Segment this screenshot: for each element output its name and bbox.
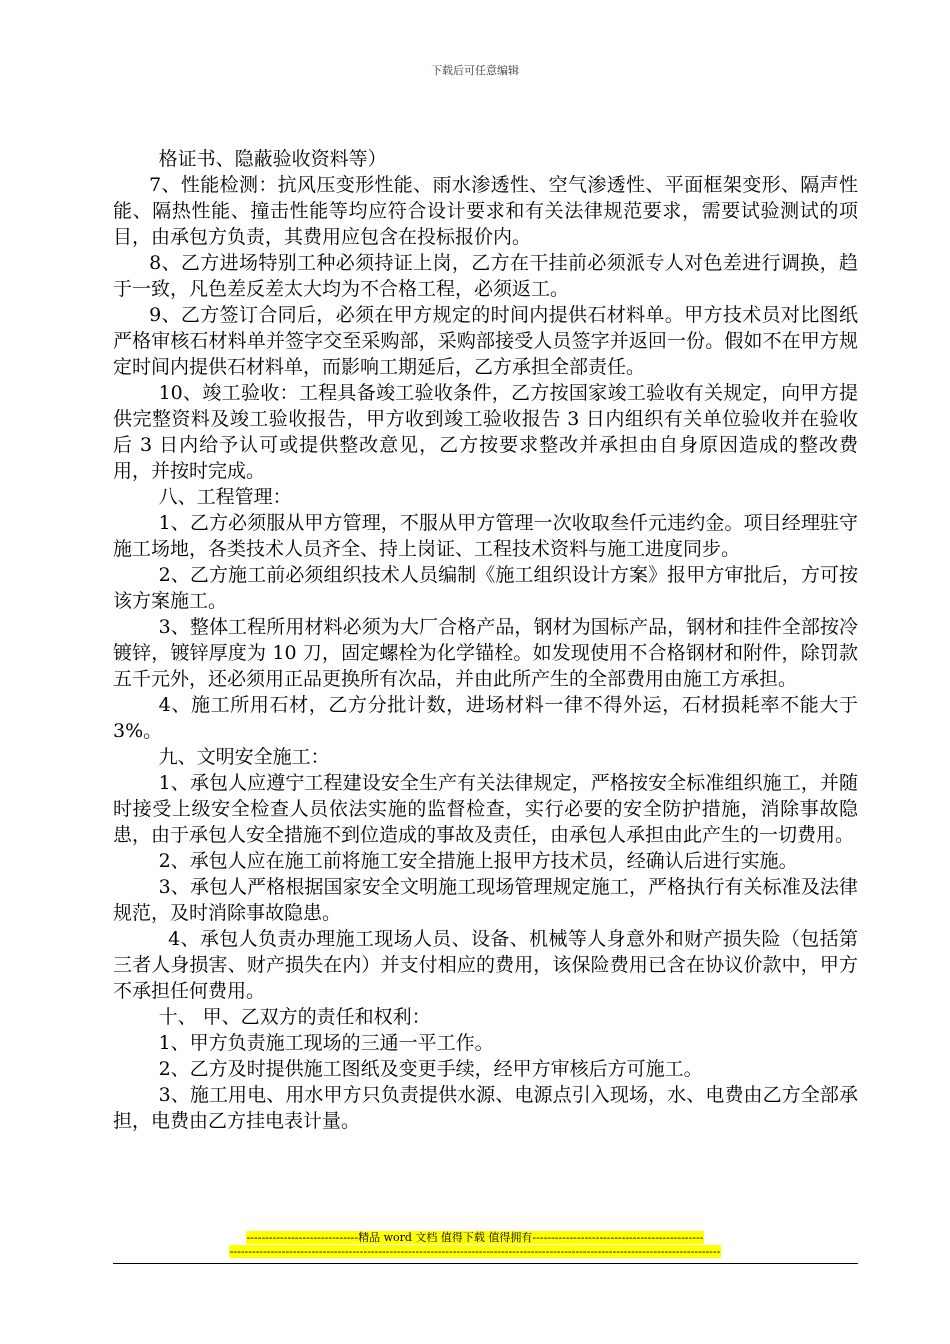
paragraph: 3、整体工程所用材料必须为大厂合格产品，钢材为国标产品，钢材和挂件全部按冷镀锌，镀锌厚度为 10 刀，固定螺栓为化学锚栓。如发现使用不合格钢材和附件，除罚款五千元外，还必须用正品更换所有次品，并由此所产生的全部费用由施工方承担。: [113, 616, 858, 690]
footer-dashes: [0, 1245, 950, 1259]
section-heading: 八、工程管理：: [158, 486, 292, 508]
paragraph: 4、承包人负责办理施工现场人员、设备、机械等人身意外和财产损失险（包括第三者人身损害、财产损失在内）并支付相应的费用，该保险费用已含在协议价款中，甲方不承担任何费用。: [113, 928, 858, 1002]
paragraph: 1、甲方负责施工现场的三通一平工作。: [158, 1032, 494, 1054]
paragraph: 1、承包人应遵宁工程建设安全生产有关法律规定，严格按安全标准组织施工，并随时接受上级安全检查人员依法实施的监督检查，实行必要的安全防护措施，消除事故隐患，由于承包人安全措施不到位造成的事故及责任，由承包人承担由此产生的一切费用。: [113, 772, 858, 846]
paragraph: 3、施工用电、用水甲方只负责提供水源、电源点引入现场，水、电费由乙方全部承担，电费由乙方挂电表计量。: [113, 1084, 858, 1132]
footer-banner-text: ------------------------------精品 word 文档 值得下载 值得拥有----------------------------------------------: [246, 1231, 704, 1244]
paragraph: 9、乙方签订合同后，必须在甲方规定的时间内提供石材料单。甲方技术员对比图纸严格审核石材料单并签字交至采购部，采购部接受人员签字并返回一份。假如不在甲方规定时间内提供石材料单，而影响工期延后，乙方承担全部责任。: [113, 304, 858, 378]
paragraph: 8、乙方进场特别工种必须持证上岗，乙方在干挂前必须派专人对色差进行调换，趋于一致，凡色差反差太大均为不合格工程，必须返工。: [113, 252, 858, 300]
paragraph: 2、乙方及时提供施工图纸及变更手续，经甲方审核后方可施工。: [158, 1058, 703, 1080]
paragraph: 4、施工所用石材，乙方分批计数，进场材料一律不得外运，石材损耗率不能大于 3%。: [113, 694, 858, 742]
document-body: [113, 146, 858, 1134]
paragraph: 2、承包人应在施工前将施工安全措施上报甲方技术员，经确认后进行实施。: [158, 850, 798, 872]
page-header: 下载后可任意编辑: [431, 64, 519, 77]
section-heading: 九、文明安全施工：: [158, 746, 330, 768]
paragraph: 10、竣工验收：工程具备竣工验收条件，乙方按国家竣工验收有关规定，向甲方提供完整资料及竣工验收报告，甲方收到竣工验收报告 3 日内组织有关单位验收并在验收后 3 日内给予认可或提供整改意见，乙方按要求整改并承担由自身原因造成的整改费用，并按时完成。: [113, 382, 858, 482]
footer-rule: [113, 1263, 858, 1264]
paragraph: 1、乙方必须服从甲方管理，不服从甲方管理一次收取叁仟元违约金。项目经理驻守施工场地，各类技术人员齐全、持上岗证、工程技术资料与施工进度同步。: [113, 512, 858, 560]
footer-dashes-text: ------------------------------------------------------------------------------------------------------------------------------------: [229, 1245, 721, 1258]
section-heading: 十、 甲、乙双方的责任和权利：: [158, 1006, 431, 1028]
paragraph: 7、性能检测：抗风压变形性能、雨水渗透性、空气渗透性、平面框架变形、隔声性能、隔热性能、撞击性能等均应符合设计要求和有关法律规范要求，需要试验测试的项目，由承包方负责，其费用应包含在投标报价内。: [113, 174, 858, 248]
paragraph: 3、承包人严格根据国家安全文明施工现场管理规定施工，严格执行有关标准及法律规范，及时消除事故隐患。: [113, 876, 858, 924]
paragraph: 2、乙方施工前必须组织技术人员编制《施工组织设计方案》报甲方审批后，方可按该方案施工。: [113, 564, 858, 612]
footer-banner: [0, 1231, 950, 1245]
paragraph: 格证书、隐蔽验收资料等）: [158, 148, 387, 170]
